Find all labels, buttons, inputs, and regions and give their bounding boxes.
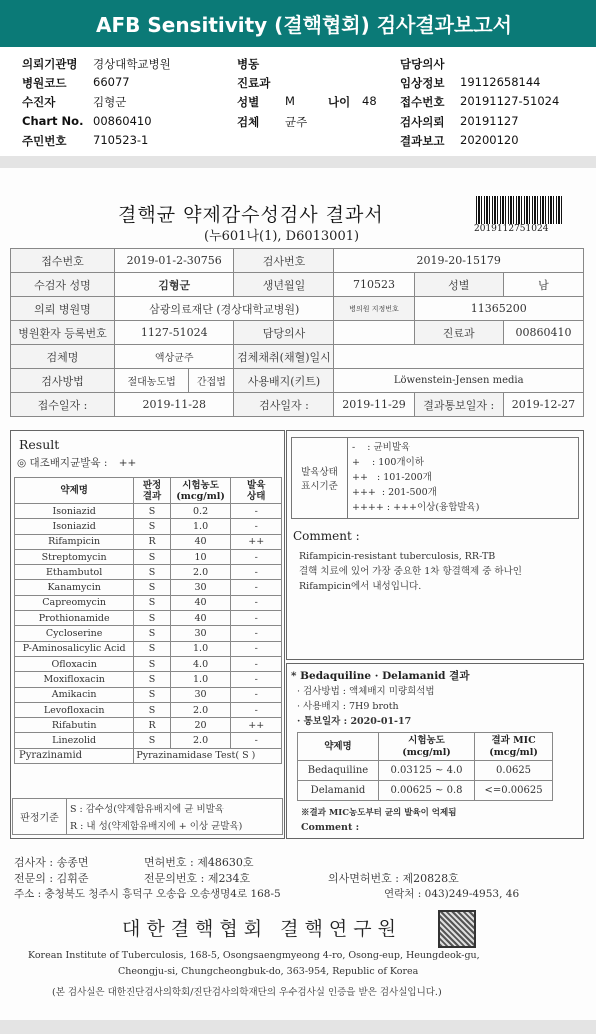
- drug-row: [15, 504, 282, 519]
- drug-row: [15, 534, 282, 549]
- control-growth-label: ◎ 대조배지균발육 :: [17, 457, 108, 469]
- drug-cell: S: [134, 626, 170, 641]
- drug-cell: 30: [170, 580, 231, 595]
- bd-table-header: 시험농도 (mcg/ml): [378, 733, 474, 761]
- drug-cell: S: [134, 580, 170, 595]
- english-address-2: Cheongju-si, Chungcheongbuk-do, 363-954, Republic of Korea: [118, 966, 419, 977]
- bd-note: ※결과 MIC농도부터 균의 발육이 억제됨: [301, 808, 457, 818]
- growth-legend-item: + : 100개이하: [352, 457, 424, 468]
- growth-legend: [291, 437, 579, 519]
- label-specimen: 검체: [237, 115, 260, 129]
- label-receipt-no: 접수번호: [400, 95, 445, 109]
- footer-line-3: [14, 886, 520, 901]
- label-sex: 성별: [237, 95, 260, 109]
- license-no: 면허번호 : 제48630호: [144, 856, 254, 869]
- cell: 액상균주: [115, 345, 234, 369]
- drug-cell: Capreomycin: [15, 595, 134, 610]
- value-report-date: 20200120: [460, 133, 519, 147]
- footer-line-1: [14, 854, 254, 870]
- drug-cell: 2.0: [170, 733, 231, 748]
- bd-method: · 검사방법 : 액체배지 미량희석법: [297, 686, 435, 697]
- growth-legend-item: - : 균비발육: [352, 442, 411, 453]
- doc-subtitle: (누601나(1), D6013001): [204, 229, 360, 244]
- drug-cell: ++: [231, 534, 282, 549]
- drug-row: [15, 595, 282, 610]
- cell: 검사일자 :: [234, 393, 334, 417]
- cell: 2019-11-28: [115, 393, 234, 417]
- drug-cell: Moxifloxacin: [15, 672, 134, 687]
- comment-body: [299, 549, 522, 594]
- drug-cell: -: [231, 702, 282, 717]
- drug-cell: Isoniazid: [15, 519, 134, 534]
- drug-cell: 30: [170, 626, 231, 641]
- control-growth: [17, 455, 136, 470]
- info-row: [0, 75, 596, 94]
- drug-cell: Cycloserine: [15, 626, 134, 641]
- value-chart-no: 00860410: [93, 114, 152, 128]
- summary-table: [10, 248, 584, 417]
- result-box: [10, 430, 285, 839]
- cell: 병원환자 등록번호: [11, 321, 115, 345]
- drug-row: [15, 672, 282, 687]
- value-hospital-code: 66077: [93, 75, 130, 89]
- label-report-date: 결과보고: [400, 134, 445, 148]
- drug-cell: 40: [170, 611, 231, 626]
- drug-cell: -: [231, 656, 282, 671]
- bd-cell: 0.03125 ~ 4.0: [378, 761, 474, 781]
- report-title: AFB Sensitivity (결핵협회) 검사결과보고서: [96, 13, 512, 37]
- doc-title: 결핵균 약제감수성검사 결과서: [118, 204, 384, 226]
- drug-cell: Levofloxacin: [15, 702, 134, 717]
- drug-row: [15, 611, 282, 626]
- label-request-date: 검사의뢰: [400, 115, 445, 129]
- label-hospital-code: 병원코드: [22, 76, 67, 90]
- label-ward: 병동: [237, 57, 260, 71]
- drug-row: [15, 549, 282, 564]
- drug-cell: Amikacin: [15, 687, 134, 702]
- bd-cell: 0.0625: [475, 761, 553, 781]
- cell: 2019-12-27: [503, 393, 583, 417]
- separator: [0, 1020, 596, 1034]
- bd-cell: <=0.00625: [475, 781, 553, 801]
- cell: [334, 321, 414, 345]
- drug-row: [15, 656, 282, 671]
- drug-cell: -: [231, 687, 282, 702]
- drug-cell: ++: [231, 718, 282, 733]
- drug-cell: -: [231, 672, 282, 687]
- drug-cell: Rifampicin: [15, 534, 134, 549]
- drug-cell: -: [231, 611, 282, 626]
- bd-details: [297, 684, 435, 729]
- cell: 검사번호: [234, 249, 334, 273]
- drug-cell: 0.2: [170, 504, 231, 519]
- drug-row: [15, 702, 282, 717]
- cell: 1127-51024: [115, 321, 234, 345]
- info-row: [0, 133, 596, 152]
- drug-cell: -: [231, 549, 282, 564]
- bd-table: [297, 732, 553, 801]
- drug-cell: -: [231, 580, 282, 595]
- bd-medium: · 사용배지 : 7H9 broth: [297, 701, 399, 712]
- drug-cell: Rifabutin: [15, 718, 134, 733]
- drug-cell: S: [134, 702, 170, 717]
- growth-legend-item: +++ : 201-500개: [352, 487, 437, 498]
- value-requester: 경상대학교병원: [93, 57, 171, 71]
- drug-cell: Prothionamide: [15, 611, 134, 626]
- control-growth-value: ++: [118, 457, 137, 469]
- criteria-s: S : 감수성(약제함유배지에 균 비발육: [67, 799, 283, 817]
- drug-cell: -: [231, 641, 282, 656]
- doctor-license-no: 의사면허번호 : 제20828호: [328, 872, 459, 885]
- drug-row: [15, 519, 282, 534]
- drug-cell: S: [134, 565, 170, 580]
- cell: 00860410: [503, 321, 583, 345]
- drug-cell: S: [134, 549, 170, 564]
- drug-row: [15, 626, 282, 641]
- drug-cell: 1.0: [170, 641, 231, 656]
- bedaquiline-delamanid-box: [286, 663, 584, 839]
- drug-cell: R: [134, 718, 170, 733]
- organization-name: 대한결핵협회 결핵연구원: [122, 918, 402, 940]
- drug-cell: Streptomycin: [15, 549, 134, 564]
- label-age: 나이: [328, 95, 351, 109]
- value-age: 48: [362, 94, 377, 108]
- value-request-date: 20191127: [460, 114, 519, 128]
- comment-line: Rifampicin-resistant tuberculosis, RR-TB: [299, 551, 496, 562]
- drug-cell: 40: [170, 534, 231, 549]
- label-doctor: 담당의사: [400, 57, 445, 71]
- drug-cell: 1.0: [170, 519, 231, 534]
- label-department: 진료과: [237, 76, 271, 90]
- bd-cell: Delamanid: [298, 781, 379, 801]
- cell: 검사방법: [11, 369, 115, 393]
- bd-table-header: 결과 MIC (mcg/ml): [475, 733, 553, 761]
- cell: 생년월일: [234, 273, 334, 297]
- drug-cell: S: [134, 641, 170, 656]
- growth-legend-items: [352, 440, 479, 515]
- drug-cell: 10: [170, 549, 231, 564]
- separator: [0, 156, 596, 168]
- drug-cell: 40: [170, 595, 231, 610]
- drug-cell: S: [134, 504, 170, 519]
- drug-cell: -: [231, 626, 282, 641]
- drug-cell: -: [231, 595, 282, 610]
- drug-cell: S: [134, 687, 170, 702]
- certification-note: (본 검사실은 대한진단검사의학회/진단검사의학재단의 우수검사실 인증을 받은 검사실입니다.): [52, 987, 442, 998]
- cell: 11365200: [414, 297, 584, 321]
- cell: 성별: [414, 273, 503, 297]
- drug-cell: 2.0: [170, 565, 231, 580]
- value-clinical-info: 19112658144: [460, 75, 541, 89]
- cell: 검체명: [11, 345, 115, 369]
- drug-cell: -: [231, 733, 282, 748]
- cell: 710523: [334, 273, 414, 297]
- value-receipt-no: 20191127-51024: [460, 94, 560, 108]
- cell: 2019-11-29: [334, 393, 414, 417]
- cell: 의뢰 병원명: [11, 297, 115, 321]
- drug-cell: -: [231, 565, 282, 580]
- drug-cell: Isoniazid: [15, 504, 134, 519]
- cell: 결과통보일자 :: [414, 393, 503, 417]
- drug-cell: R: [134, 534, 170, 549]
- drug-table: [14, 477, 282, 764]
- value-specimen: 균주: [285, 115, 308, 129]
- cell: 검체채취(채혈)일시: [234, 345, 334, 369]
- cell: 삼광의료재단 (경상대학교병원): [115, 297, 334, 321]
- info-row: [0, 94, 596, 113]
- tester: 검사자 : 송종면: [14, 856, 89, 869]
- cell: [334, 345, 584, 369]
- cell: 간접법: [189, 369, 234, 393]
- drug-table-header: 약제명: [15, 478, 134, 504]
- specialist-no: 전문의번호 : 제234호: [144, 872, 251, 885]
- label-requester: 의뢰기관명: [22, 57, 78, 71]
- cell: Löwenstein-Jensen media: [334, 369, 584, 393]
- cell: 2019-20-15179: [334, 249, 584, 273]
- drug-cell: 2.0: [170, 702, 231, 717]
- pza-label: Pyrazinamid: [15, 748, 134, 763]
- drug-row: [15, 580, 282, 595]
- barcode: [476, 196, 562, 224]
- label-chart-no: Chart No.: [22, 114, 84, 128]
- drug-cell: P-Aminosalicylic Acid: [15, 641, 134, 656]
- cell: 절대농도법: [115, 369, 189, 393]
- drug-cell: Ethambutol: [15, 565, 134, 580]
- value-sex: M: [285, 94, 295, 108]
- english-address-1: Korean Institute of Tuberculosis, 168-5, Osongsaengmyeong 4-ro, Osong-eup, Heungdeok-gu,: [28, 950, 480, 961]
- bd-cell: Bedaquiline: [298, 761, 379, 781]
- value-resident-no: 710523-1: [93, 133, 149, 147]
- drug-table-header: 시험농도 (mcg/ml): [170, 478, 231, 504]
- drug-cell: Ofloxacin: [15, 656, 134, 671]
- drug-cell: -: [231, 504, 282, 519]
- drug-cell: S: [134, 519, 170, 534]
- drug-cell: Kanamycin: [15, 580, 134, 595]
- label-clinical-info: 임상정보: [400, 76, 445, 90]
- bd-row: [298, 761, 553, 781]
- drug-row: [15, 687, 282, 702]
- cell: 담당의사: [234, 321, 334, 345]
- drug-row: [15, 641, 282, 656]
- bd-title: * Bedaquiline · Delamanid 결과: [291, 670, 470, 682]
- bd-date: · 통보일자 : 2020-01-17: [297, 716, 412, 727]
- cell: 진료과: [414, 321, 503, 345]
- drug-cell: S: [134, 733, 170, 748]
- scanned-report: [0, 168, 596, 1020]
- drug-cell: S: [134, 611, 170, 626]
- drug-cell: 1.0: [170, 672, 231, 687]
- specialist: 전문의 : 김휘준: [14, 872, 89, 885]
- barcode-number: 2019112751024: [474, 224, 549, 234]
- drug-cell: 4.0: [170, 656, 231, 671]
- value-patient: 김형군: [93, 95, 127, 109]
- report-header: [0, 0, 596, 47]
- drug-row: [15, 718, 282, 733]
- cell: 수검자 성명: [11, 273, 115, 297]
- cell: 접수번호: [11, 249, 115, 273]
- contact: 연락처 : 043)249-4953, 46: [384, 888, 520, 900]
- comment-title: Comment :: [293, 529, 360, 543]
- growth-legend-item: ++++ : +++이상(융합발육): [352, 502, 480, 513]
- official-seal: [438, 910, 476, 948]
- info-row: [0, 56, 596, 75]
- bd-table-header: 약제명: [298, 733, 379, 761]
- cell: 2019-01-2-30756: [115, 249, 234, 273]
- growth-legend-label: 발육상태 표시기준: [292, 438, 348, 518]
- drug-cell: S: [134, 595, 170, 610]
- bd-comment: Comment :: [301, 822, 360, 833]
- bd-cell: 0.00625 ~ 0.8: [378, 781, 474, 801]
- footer-line-2: [14, 870, 459, 886]
- pza-value: Pyrazinamidase Test( S ): [134, 748, 282, 763]
- drug-cell: 20: [170, 718, 231, 733]
- cell: 남: [503, 273, 583, 297]
- cell: 김형군: [115, 273, 234, 297]
- drug-row: [15, 565, 282, 580]
- drug-cell: 30: [170, 687, 231, 702]
- result-title: Result: [19, 437, 60, 452]
- comment-line: 결핵 치료에 있어 가장 중요한 1차 항결핵제 중 하나인: [299, 566, 522, 577]
- drug-row: [15, 733, 282, 748]
- drug-cell: Linezolid: [15, 733, 134, 748]
- cell: 사용배지(키트): [234, 369, 334, 393]
- drug-cell: S: [134, 672, 170, 687]
- drug-cell: S: [134, 656, 170, 671]
- cell: 접수일자 :: [11, 393, 115, 417]
- criteria-r: R : 내 성(약제함유배지에 + 이상 균발육): [67, 817, 283, 835]
- bd-row: [298, 781, 553, 801]
- info-row: [0, 114, 596, 133]
- criteria-label: 판정기준: [13, 799, 67, 835]
- cell: 병의원 지정번호: [334, 297, 414, 321]
- label-patient: 수진자: [22, 95, 56, 109]
- growth-legend-item: ++ : 101-200개: [352, 472, 432, 483]
- address: 주소 : 충청북도 청주시 흥덕구 오송읍 오송생명4로 168-5: [14, 888, 281, 900]
- comment-line: Rifampicin에서 내성입니다.: [299, 581, 422, 592]
- drug-cell: -: [231, 519, 282, 534]
- label-resident-no: 주민번호: [22, 134, 67, 148]
- drug-table-header: 판정 결과: [134, 478, 170, 504]
- patient-info: [0, 52, 596, 152]
- drug-table-header: 발육 상태: [231, 478, 282, 504]
- growth-comment-box: [286, 430, 584, 660]
- criteria-table: [12, 798, 283, 835]
